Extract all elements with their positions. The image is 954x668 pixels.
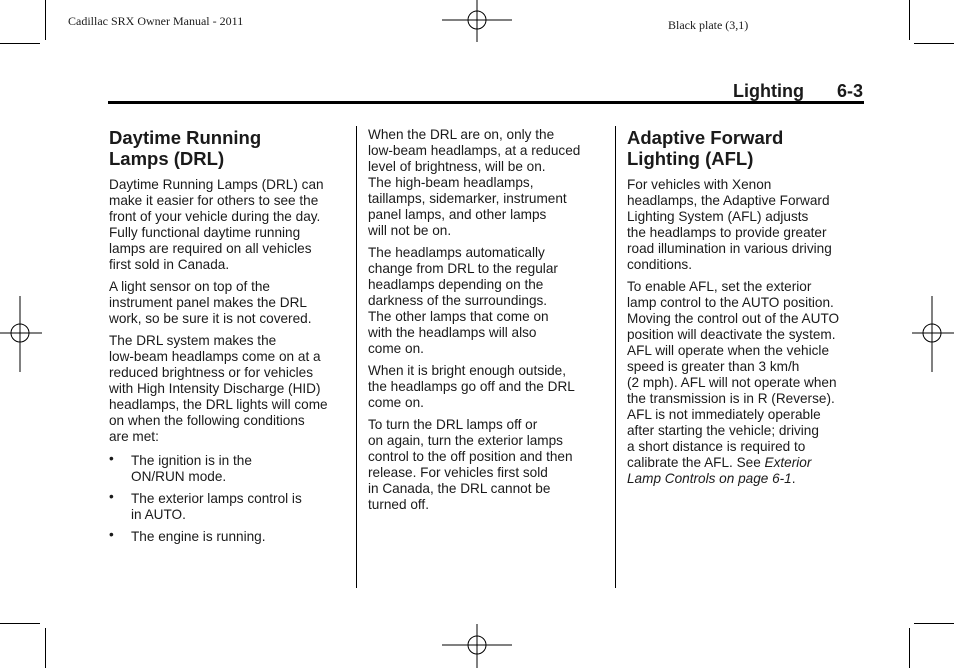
drl-cont-paragraph-3: When it is bright enough outside, the headlamps go off and the DRL come on. [368,363,575,410]
list-item [109,453,349,485]
drl-conditions-list [109,453,349,545]
drl-cont-paragraph-2: The headlamps automatically change from DRL to the regular headlamps depending on the darkness of the surroundings. The other lamps that come on with the headlamps will also come on. [368,245,558,356]
exterior-lamp-controls-link[interactable]: Exterior Lamp Controls on page 6-1 [627,455,812,486]
section-title: Lighting [733,81,804,101]
afl-paragraph-1: For vehicles with Xenon headlamps, the Adaptive Forward Lighting System (AFL) adjusts the headlamps to provide greater road illumination in various driving conditions. [627,177,832,272]
page-number: 6-3 [836,81,863,101]
bullet-icon: • [109,489,114,504]
list-item [109,529,349,545]
column-divider [615,126,616,588]
plate-label: Black plate (3,1) [668,18,749,32]
column-divider [356,126,357,588]
bullet-icon: • [109,527,114,542]
drl-paragraph-2: A light sensor on top of the instrument panel makes the DRL work, so be sure it is not covered. [109,279,312,326]
afl-heading: Adaptive Forward Lighting (AFL) [627,127,784,169]
registration-mark-right [910,296,954,372]
afl-paragraph-2-end: . [791,471,796,486]
registration-mark-bottom [440,624,516,668]
header-rule [108,101,864,104]
column-drl-continued [368,127,604,519]
drl-cont-paragraph-1: When the DRL are on, only the low-beam headlamps, at a reduced level of brightness, will be on. The high-beam headlamps, taillamps, sidemarker, instrument panel lamps, and other lamps will not be on. [368,127,581,238]
drl-paragraph-1: Daytime Running Lamps (DRL) can make it easier for others to see the front of your vehicle during the day. Fully functional daytime running lamps are required on all vehicles first sold in Canada. [109,177,324,272]
list-item [109,491,349,523]
afl-paragraph-2 [627,279,865,487]
registration-mark-left [0,296,44,372]
registration-mark-top [440,0,516,44]
manual-title: Cadillac SRX Owner Manual - 2011 [68,14,244,28]
column-afl [627,126,865,493]
list-item-text: The ignition is in the ON/RUN mode. [131,453,252,484]
column-drl [109,126,349,551]
afl-paragraph-2-text: To enable AFL, set the exterior lamp control to the AUTO position. Moving the control out of the AUTO position will deactivate the system. AFL will operate when the vehicle speed is greater than 3 km/h (2 mph). AFL will not operate when the transmission is in R (Reverse). AFL is not immediately operable after starting the vehicle; driving a short distance is required to calibrate the AFL. See [627,279,840,470]
list-item-text: The exterior lamps control is in AUTO. [131,491,302,522]
drl-paragraph-3: The DRL system makes the low-beam headlamps come on at a reduced brightness or for vehicles with High Intensity Discharge (HID) headlamps, the DRL lights will come on when the following conditions are met: [109,333,328,444]
bullet-icon: • [109,451,114,466]
drl-heading: Daytime Running Lamps (DRL) [109,127,262,169]
drl-cont-paragraph-4: To turn the DRL lamps off or on again, turn the exterior lamps control to the off position and then release. For vehicles first sold in Canada, the DRL cannot be turned off. [368,417,573,512]
list-item-text: The engine is running. [131,529,266,544]
